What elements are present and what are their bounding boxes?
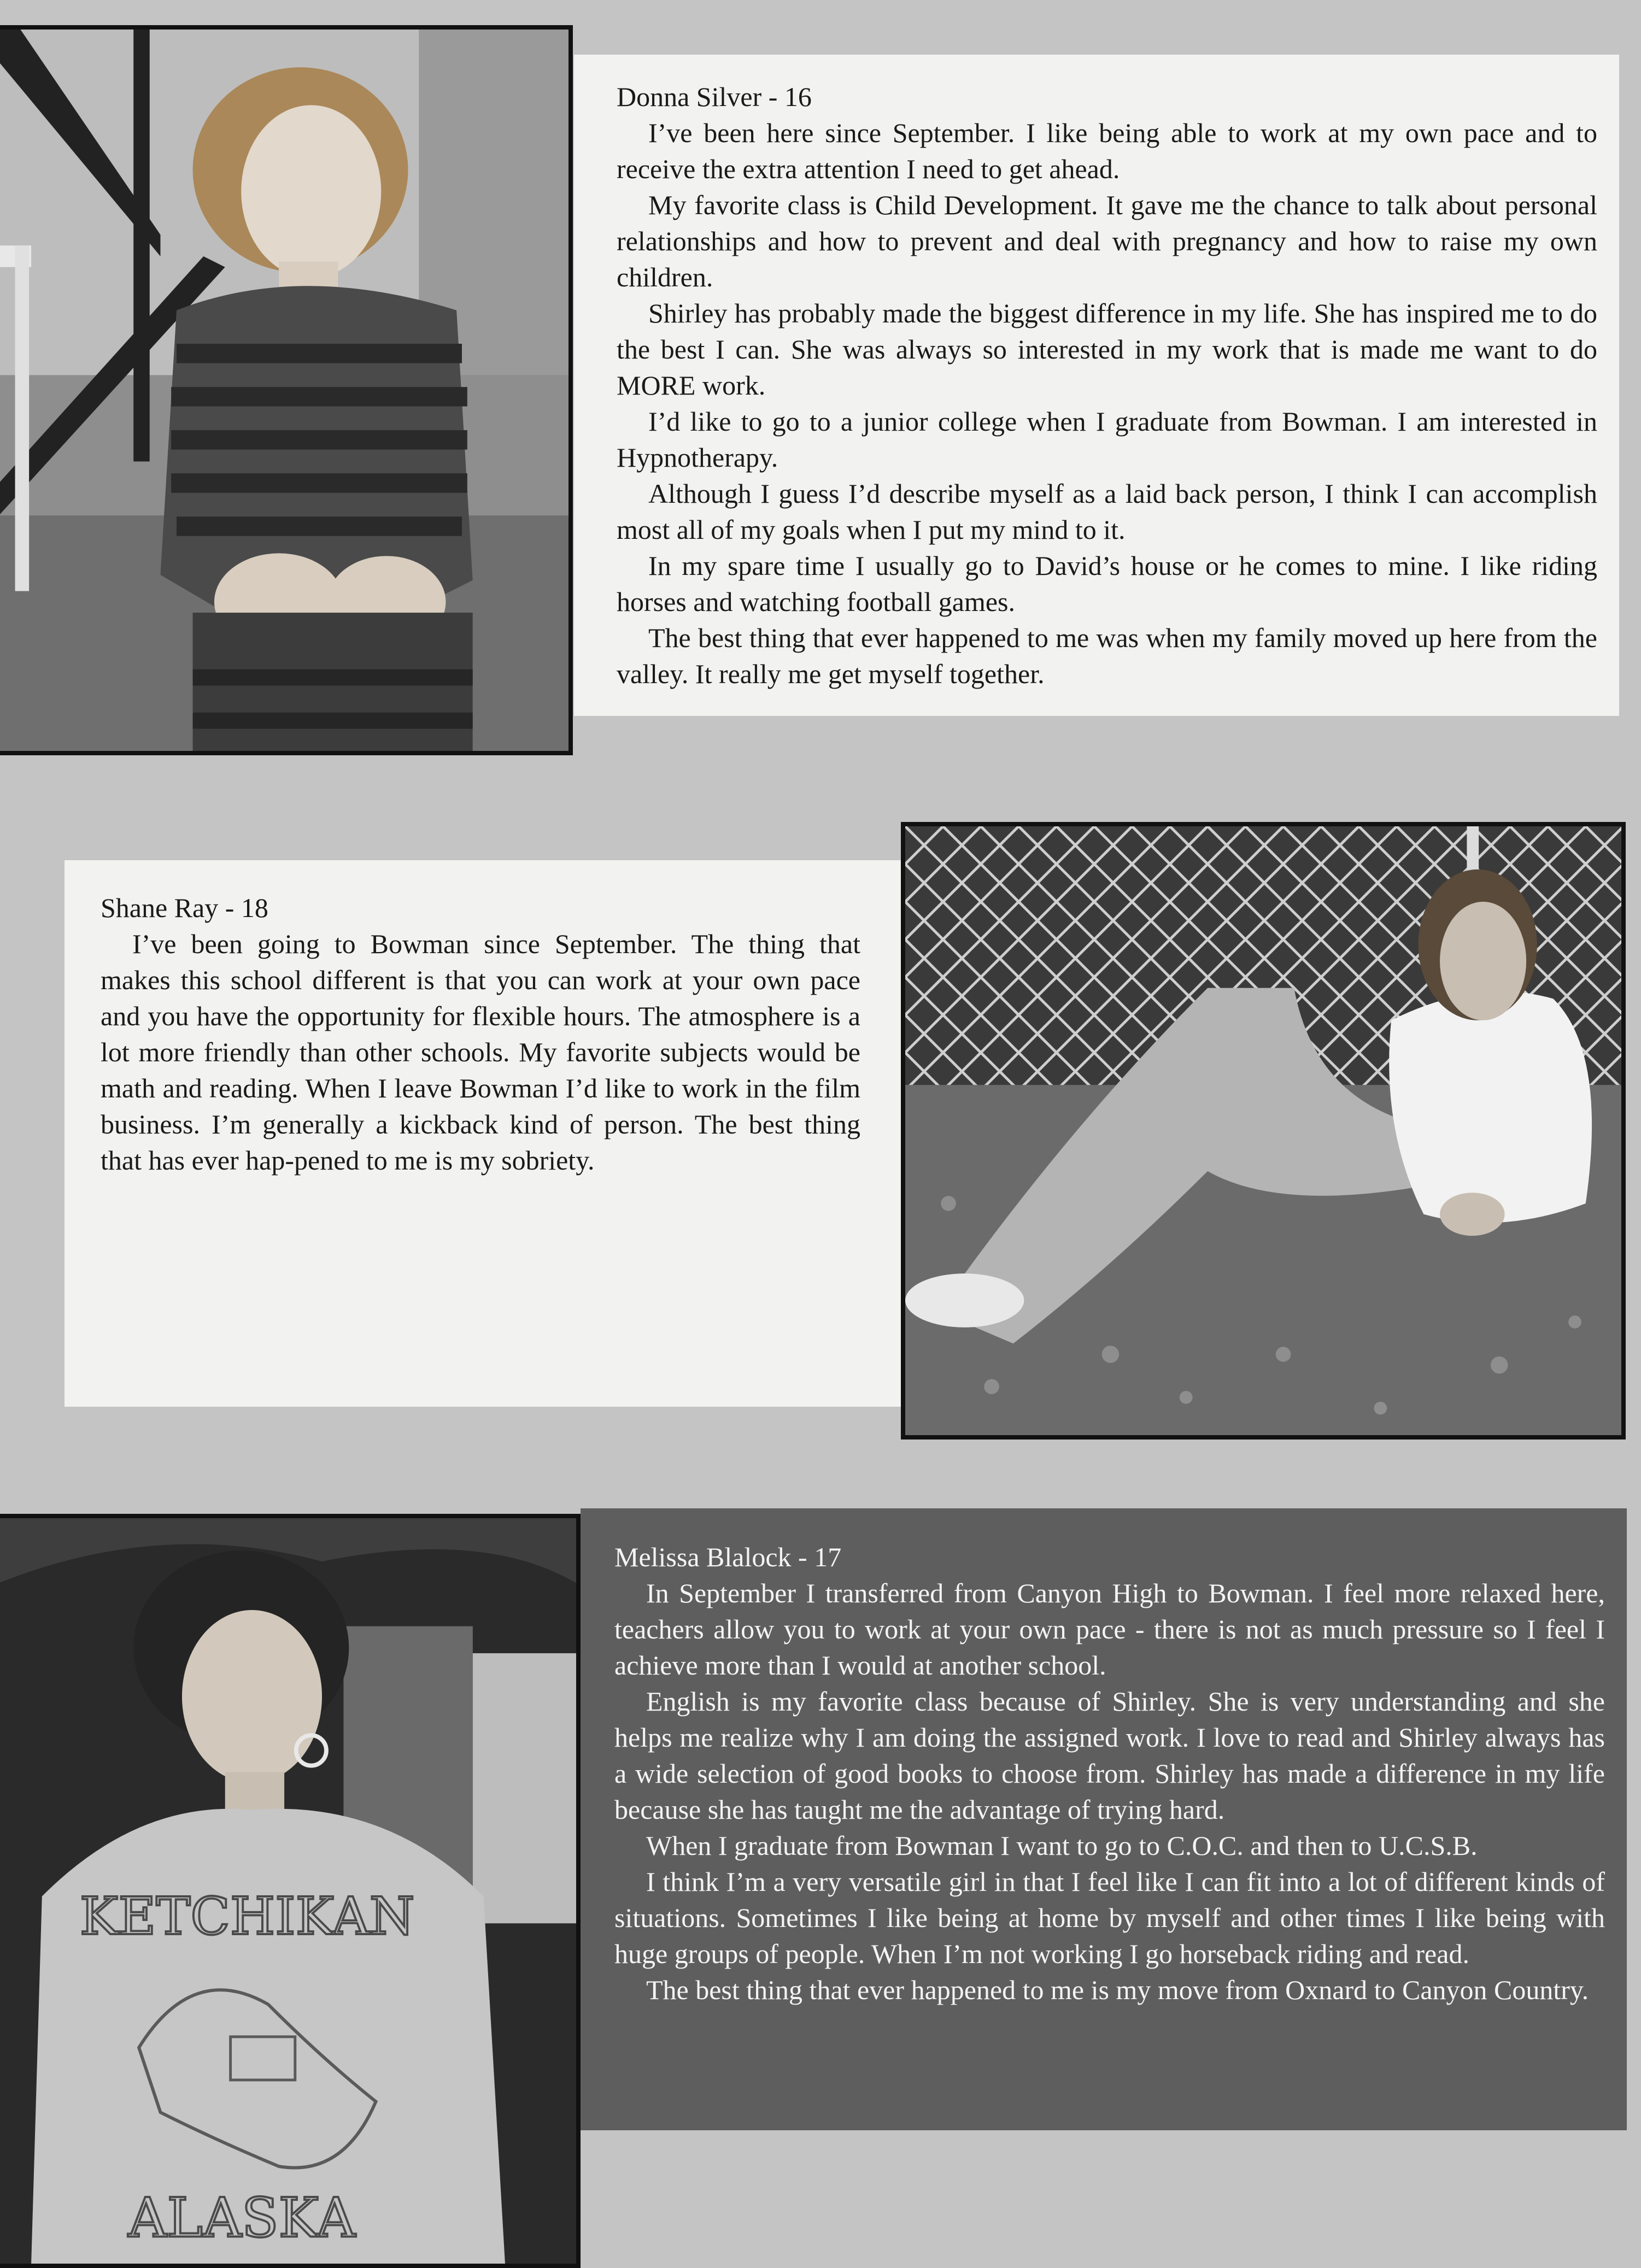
profile-name: Melissa Blalock - 17 bbox=[614, 1542, 842, 1572]
photo-melissa-blalock-image bbox=[0, 1518, 576, 2264]
photo-donna-silver-image bbox=[0, 30, 569, 751]
profile-paragraph: English is my favorite class because of Shirley. She is very understanding and she helps me realize why I am doing the assigned work. I love to read and Shirley always has a wide selection of good books to choose from. Shirley has made a difference in my life because she has taught me the advantage of trying hard. bbox=[614, 1686, 1605, 1825]
profile-paragraph: The best thing that ever happened to me was when my family moved up here from the valley. It really me get myself together. bbox=[617, 622, 1597, 689]
profile-paragraph: My favorite class is Child Development. It gave me the chance to talk about personal relationships and how to prevent and deal with pregnancy and how to raise my own children. bbox=[617, 190, 1597, 292]
profile-paragraph: Shirley has probably made the biggest difference in my life. She has inspired me to do the best I can. She was always so interested in my work that is made me want to do MORE work. bbox=[617, 298, 1597, 401]
profile-name: Shane Ray - 18 bbox=[101, 892, 268, 923]
profile-paragraph: In September I transferred from Canyon High to Bowman. I feel more relaxed here, teachers allow you to work at your own pace - there is not as much pressure so I feel I achieve more than I would at another school. bbox=[614, 1578, 1605, 1681]
profile-paragraph: The best thing that ever happened to me is my move from Oxnard to Canyon Country. bbox=[646, 1975, 1589, 2005]
photo-melissa-blalock bbox=[0, 1514, 581, 2268]
sweatshirt-text-top: KETCHIKAN bbox=[79, 1886, 415, 1947]
photo-shane-ray bbox=[901, 822, 1626, 1439]
profile-melissa-blalock bbox=[581, 1508, 1627, 2130]
photo-donna-silver bbox=[0, 25, 573, 755]
profile-name: Donna Silver - 16 bbox=[617, 81, 812, 112]
profile-paragraph: In my spare time I usually go to David’s house or he comes to mine. I like riding horses and watching football games. bbox=[617, 550, 1597, 617]
photo-shane-ray-image bbox=[905, 826, 1621, 1435]
sweatshirt-text-bottom: ALASKA bbox=[128, 2187, 356, 2250]
profile-paragraph: Although I guess I’d describe myself as a laid back person, I think I can accomplish most all of my goals when I put my mind to it. bbox=[617, 478, 1597, 545]
profile-paragraph: I think I’m a very versatile girl in that I feel like I can fit into a lot of different kinds of situations. Sometimes I like being at home by myself and other times I like being with huge groups of people. When I’m not working I go horseback riding and read. bbox=[614, 1866, 1605, 1969]
profile-paragraph: I’d like to go to a junior college when I graduate from Bowman. I am interested in Hypnotherapy. bbox=[617, 406, 1597, 473]
profile-paragraph: I’ve been going to Bowman since September. The thing that makes this school different is that you can work at your own pace and you have the opportunity for flexible hours. The atmosphere is a lot more friendly than other schools. My favorite subjects would be math and reading. When I leave Bowman I’d like to work in the film business. I’m generally a kickback kind of person. The best thing that has ever hap-pened to me is my sobriety. bbox=[101, 929, 860, 1176]
profile-donna-silver bbox=[574, 55, 1619, 716]
profile-paragraph: I’ve been here since September. I like being able to work at my own pace and to receive the extra attention I need to get ahead. bbox=[617, 117, 1597, 184]
profile-shane-ray bbox=[65, 860, 901, 1407]
profile-paragraph: When I graduate from Bowman I want to go to C.O.C. and then to U.C.S.B. bbox=[646, 1830, 1478, 1861]
